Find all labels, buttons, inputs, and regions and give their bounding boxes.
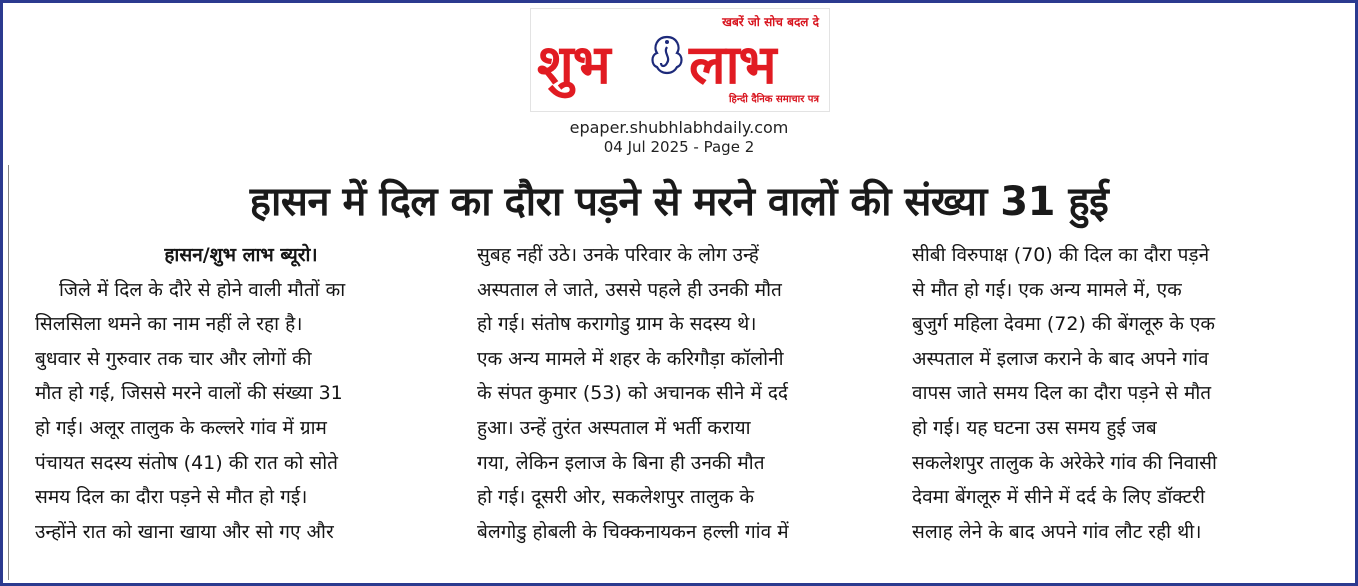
article-column-2 xyxy=(477,238,889,549)
epaper-url[interactable]: epaper.shubhlabhdaily.com xyxy=(569,118,789,137)
column-line: सकलेशपुर तालुक के अरेकेरे गांव की निवासी xyxy=(912,451,1217,474)
column-line: मौत हो गई, जिससे मरने वालों की संख्या 31 xyxy=(35,382,343,405)
column-line: हो गई। अलूर तालुक के कल्लरे गांव में ग्राम xyxy=(35,416,327,439)
column-line: हो गई। संतोष करागोडु ग्राम के सदस्य थे। xyxy=(477,313,757,336)
column-line: सुबह नहीं उठे। उनके परिवार के लोग उन्हें xyxy=(477,244,759,266)
column-line: हो गई। दूसरी ओर, सकलेशपुर तालुक के xyxy=(477,486,754,509)
column-line: बुधवार से गुरुवार तक चार और लोगों की xyxy=(35,347,312,370)
newspaper-logo xyxy=(530,8,830,112)
ganesha-icon xyxy=(647,33,687,77)
column-line: पंचायत सदस्य संतोष (41) की रात को सोते xyxy=(35,451,338,474)
column-line: से मौत हो गई। एक अन्य मामले में, एक xyxy=(912,278,1182,301)
column-line: सीबी विरुपाक्ष (70) की दिल का दौरा पड़ने xyxy=(912,244,1210,266)
column-line: एक अन्य मामले में शहर के करिगौड़ा कॉलोनी xyxy=(477,347,784,370)
column-line: देवमा बेंगलूरु में सीने में दर्द के लिए डॉक्टरी xyxy=(912,486,1205,509)
column-line: समय दिल का दौरा पड़ने से मौत हो गई। xyxy=(35,486,308,509)
column-line: अस्पताल ले जाते, उससे पहले ही उनकी मौत xyxy=(477,278,782,301)
byline: हासन/शुभ लाभ ब्यूरो। xyxy=(164,244,318,266)
column-line: अस्पताल में इलाज कराने के बाद अपने गांव xyxy=(912,347,1209,370)
column-line: हुआ। उन्हें तुरंत अस्पताल में भर्ती कराया xyxy=(477,416,751,439)
article-column-1 xyxy=(35,238,447,549)
column-line: के संपत कुमार (53) को अचानक सीने में दर्द xyxy=(477,382,789,405)
article-column-3 xyxy=(912,238,1316,549)
column-line: वापस जाते समय दिल का दौरा पड़ने से मौत xyxy=(912,382,1212,405)
logo-text-left: शुभ xyxy=(537,33,610,96)
column-line: सिलसिला थमने का नाम नहीं ले रहा है। xyxy=(35,313,303,336)
article-headline: हासन में दिल का दौरा पड़ने से मरने वालों की संख्या 31 हुई xyxy=(249,179,1109,225)
column-line: गया, लेकिन इलाज के बिना ही उनकी मौत xyxy=(477,451,765,474)
column-line: बेलगोडु होबली के चिक्कनायकन हल्ली गांव में xyxy=(477,520,789,543)
logo-subline: हिन्दी दैनिक समाचार पत्र xyxy=(728,94,819,105)
logo-tagline: खबरें जो सोच बदल दे xyxy=(722,15,819,29)
left-rule xyxy=(8,165,9,580)
column-line: बुजुर्ग महिला देवमा (72) की बेंगलूरु के एक xyxy=(912,313,1216,336)
column-line: उन्होंने रात को खाना खाया और सो गए और xyxy=(35,520,334,543)
column-line: जिले में दिल के दौरे से होने वाली मौतों का xyxy=(59,278,346,301)
column-line: हो गई। यह घटना उस समय हुई जब xyxy=(912,416,1157,439)
column-line: सलाह लेने के बाद अपने गांव लौट रही थी। xyxy=(912,520,1202,543)
date-page: 04 Jul 2025 - Page 2 xyxy=(603,138,755,156)
logo-text-right: लाभ xyxy=(689,33,776,96)
